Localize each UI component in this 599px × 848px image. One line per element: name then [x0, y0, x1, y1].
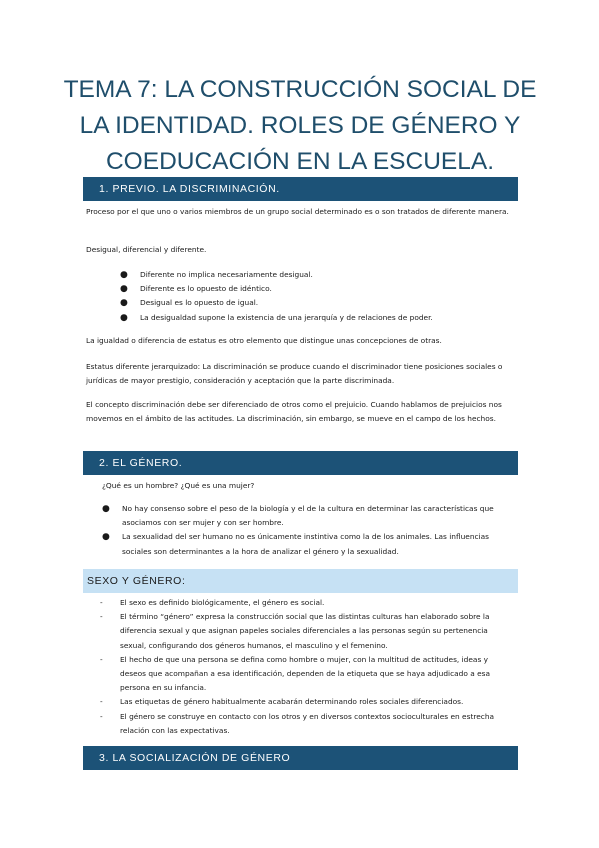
list-item: - El hecho de que una persona se defina como hombre o mujer, con la multitud de actitudes, ideas y deseos que acompañan a esa identificación, dependen de la etiqueta que se haya adjudicado a esa persona en su infancia.	[100, 654, 491, 693]
bullet-icon: ●	[102, 532, 110, 543]
bullet-icon: ●	[120, 284, 128, 295]
list-item: ● Diferente no implica necesariamente desigual.	[140, 268, 510, 282]
status-paragraph: La igualdad o diferencia de estatus es otro elemento que distingue unas concepciones de otras.	[86, 336, 442, 345]
bullet-icon: ●	[102, 504, 110, 514]
list-item: ● No hay consenso sobre el peso de la biología y el de la cultura en determinar las características que asociamos con ser mujer y con ser hombre.	[102, 504, 494, 528]
list-item: ● Diferente es lo opuesto de idéntico.	[140, 282, 510, 296]
section-3-heading: 3. LA SOCIALIZACIÓN DE GÉNERO	[83, 746, 518, 770]
gender-bullet-list	[102, 502, 512, 559]
sex-gender-list	[100, 596, 512, 738]
list-item: - Las etiquetas de género habitualmente acabarán determinando roles sociales diferenciados.	[120, 695, 512, 709]
discrimination-bullet-list	[120, 268, 510, 325]
dash-marker: -	[100, 697, 103, 707]
list-item: - El término “género” expresa la construcción social que las distintas culturas han elaborado sobre la diferencia sexual y que asignan papeles sociales diferenciales a las personas según su pertenencia sexual, configurando dos géneros humanos, el masculino y el femenino.	[100, 612, 490, 650]
section-1-heading: 1. PREVIO. LA DISCRIMINACIÓN.	[83, 177, 518, 201]
list-item: ● La sexualidad del ser humano no es únicamente instintiva como la de los animales. Las influencias sociales son determinantes a la hora de analizar el género y la sexualidad.	[102, 532, 490, 556]
hierarchical-status-paragraph: Estatus diferente jerarquizado: La discriminación se produce cuando el discriminador tiene posiciones sociales o jurídicas de mayor prestigio, consideración y aceptación que la parte discriminada.	[86, 362, 503, 386]
dash-marker: -	[100, 612, 103, 622]
gender-question: ¿Qué es un hombre? ¿Qué es una mujer?	[102, 481, 255, 490]
bullet-icon: ●	[120, 312, 128, 323]
sex-and-gender-heading: SEXO Y GÉNERO:	[83, 569, 518, 593]
dash-marker: -	[100, 711, 103, 721]
list-item: ● La desigualdad supone la existencia de una jerarquía y de relaciones de poder.	[140, 311, 510, 325]
prejudice-paragraph: El concepto discriminación debe ser diferenciado de otros como el prejuicio. Cuando hablamos de prejuicios nos movemos en el ámbito de las actitudes. La discriminación, sin embargo, se mueve en el campo de los hechos.	[86, 400, 502, 424]
discrimination-lead: Desigual, diferencial y diferente.	[86, 245, 207, 254]
list-item: - El sexo es definido biológicamente, el género es social.	[120, 596, 512, 610]
list-item: - El género se construye en contacto con los otros y en diversos contextos socioculturales en estrecha relación con las expectativas.	[100, 711, 495, 735]
document-title: TEMA 7: LA CONSTRUCCIÓN SOCIAL DE LA IDENTIDAD. ROLES DE GÉNERO Y COEDUCACIÓN EN LA ESCUELA.	[63, 76, 537, 175]
list-item: ● Desigual es lo opuesto de igual.	[140, 296, 510, 310]
bullet-icon: ●	[120, 270, 128, 280]
dash-marker: -	[100, 654, 103, 664]
discrimination-definition: Proceso por el que uno o varios miembros de un grupo social determinado es o son tratados de diferente manera.	[86, 207, 509, 216]
dash-marker: -	[100, 598, 103, 607]
bullet-icon: ●	[120, 298, 128, 309]
section-2-heading: 2. EL GÉNERO.	[83, 451, 518, 475]
